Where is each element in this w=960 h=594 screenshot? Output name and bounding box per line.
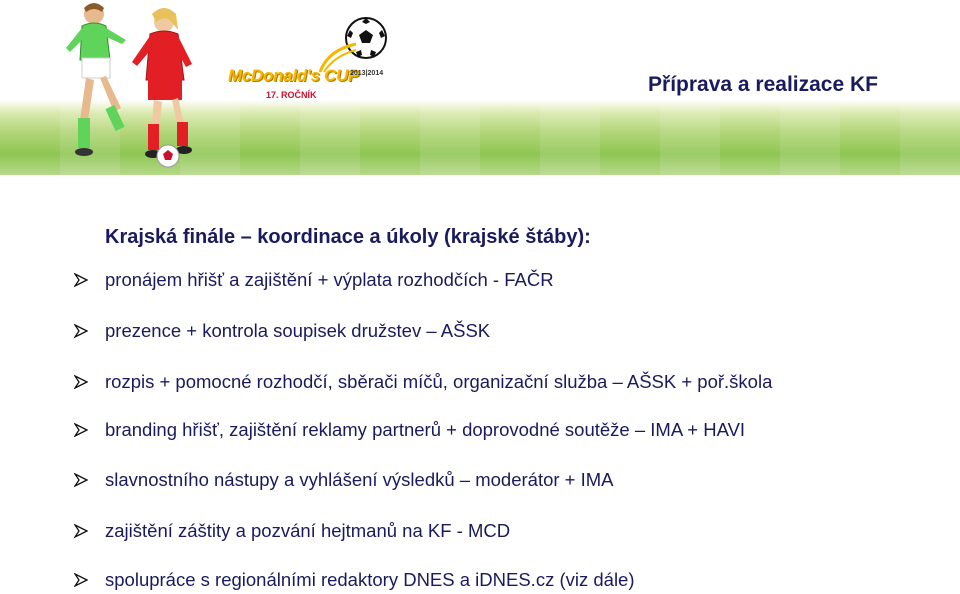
list-item: [74, 318, 954, 344]
bullet-text: branding hřišť, zajištění reklamy partnerů + doprovodné soutěže – IMA + HAVI: [105, 419, 746, 440]
header-banner: [0, 0, 960, 175]
arrow-icon: [74, 375, 88, 389]
section-heading: Krajská finále – koordinace a úkoly (krajské štáby):: [105, 226, 591, 248]
bullet-text: zajištění záštity a pozvání hejtmanů na KF - MCD: [105, 520, 511, 541]
arrow-icon: [74, 324, 88, 338]
bullet-text: prezence + kontrola soupisek družstev – AŠSK: [105, 320, 491, 341]
list-item: [74, 467, 954, 493]
bullet-text: slavnostního nástupy a vyhlášení výsledků – moderátor + IMA: [105, 469, 614, 490]
arrow-icon: [74, 473, 88, 487]
list-item: [74, 518, 954, 544]
bullet-text: spolupráce s regionálními redaktory DNES a iDNES.cz (viz dále): [105, 569, 635, 590]
list-item: [74, 417, 954, 443]
arrow-icon: [74, 524, 88, 538]
logo-edition: 17. ROČNÍK: [266, 90, 317, 100]
mcdonalds-cup-logo: [228, 66, 388, 106]
arrow-icon: [74, 273, 88, 287]
list-item: [74, 267, 954, 293]
list-item: [74, 369, 954, 395]
arrow-icon: [74, 423, 88, 437]
bullet-text: pronájem hřišť a zajištění + výplata rozhodčích - FAČR: [105, 269, 554, 290]
bullet-text: rozpis + pomocné rozhodčí, sběrači míčů, organizační služba – AŠSK + poř.škola: [105, 371, 773, 392]
list-item: [74, 567, 954, 593]
logo-season: 2013|2014: [350, 70, 384, 77]
players-photo: [60, 0, 210, 170]
arrow-icon: [74, 573, 88, 587]
slide-title: Příprava a realizace KF: [648, 73, 878, 96]
logo-name: McDonald's CUP: [228, 66, 360, 85]
